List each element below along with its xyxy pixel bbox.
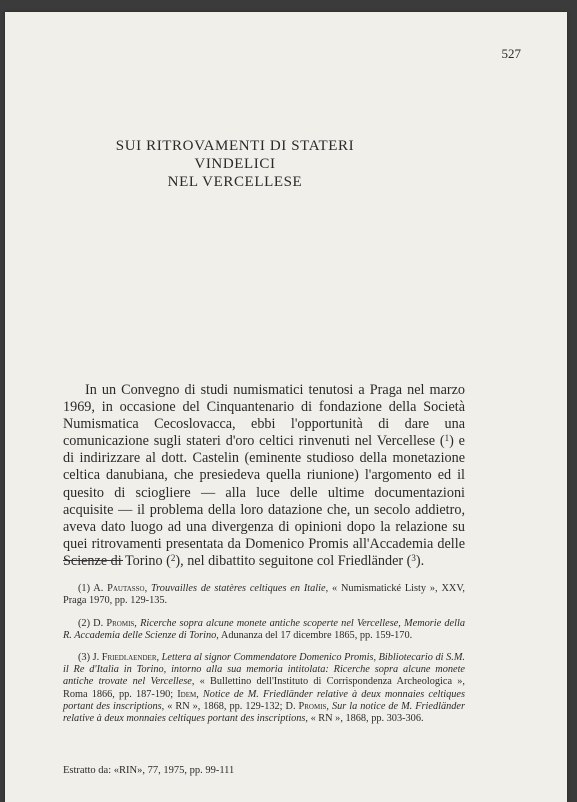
footnote-ref-3: 3 [411, 552, 416, 563]
footnote-2-sep: , [134, 617, 141, 629]
footnote-3-work-2: Notice de M. Friedländer relative à deux monnaies celtiques portant des inscriptions [63, 688, 465, 712]
extract-note: Estratto da: «RIN», 77, 1975, pp. 99-111 [63, 765, 235, 776]
title-line-2: NEL VERCELLESE [167, 174, 303, 190]
footnote-3-mid-2: , « RN », 1868, pp. 129-132; D. [161, 700, 299, 712]
body-text-2: ) e di indirizzare al dott. Castelin (eminente studioso della monetazione celtica danubiana, che presiedeva quella riunione) l'argomento ed il quesito di sciogliere — alla luce delle ultime documentazioni acquisite — il problema della loro datazione che, un secolo addietro, aveva dato luogo ad una divergenza di opinioni dopo la relazione su quei ritrovamenti presentata da Domenico Promis all'Accademia delle Scienze di Torino ( [63, 433, 465, 569]
footnote-3-sep-3: , [326, 700, 332, 712]
footnote-1-rest: , « Numismatické Listy », XXV, Praga 1970, pp. 129-135. [63, 583, 466, 607]
article-title [95, 137, 375, 191]
document-page [5, 12, 567, 802]
footnote-ref-2: 2 [170, 552, 176, 563]
footnote-divider [63, 560, 123, 561]
footnote-2 [63, 618, 465, 642]
footnote-2-number: (2) D. [78, 617, 107, 629]
footnote-3-number: (3) J. [78, 652, 102, 664]
footnote-3 [63, 652, 465, 725]
body-text-4: ). [415, 552, 425, 569]
body-paragraph [63, 382, 465, 570]
footnote-1-number: (1) A. [78, 583, 108, 595]
footnote-3-idem: Idem [177, 688, 197, 700]
footnote-3-sep-1: , [156, 652, 162, 664]
footnote-3-sep-2: , [196, 688, 203, 700]
footnote-2-work: Ricerche sopra alcune monete antiche scoperte nel Vercellese, Memorie della R. Accademia delle Scienze di Torino [63, 617, 465, 641]
footnote-1-author: Pautasso [107, 583, 145, 595]
footnote-2-rest: , Adunanza del 17 dicembre 1865, pp. 159-170. [216, 629, 413, 641]
footnote-2-author: Promis [106, 617, 135, 629]
footnote-3-work-1: Lettera al signor Commendatore Domenico Promis, Bibliotecario di S.M. il Re d'Italia in Torino, intorno alla sua memoria intitolata: Ricerche sopra alcune monete antiche trovate nel Vercellese [63, 652, 465, 688]
footnote-3-mid-1: , « Bullettino dell'Instituto di Corrispondenza Archeologica », Roma 1866, pp. 187-190; [63, 676, 465, 700]
body-text-3: ), nel dibattito seguitone col Friedländer ( [175, 552, 412, 569]
page-number: 527 [501, 46, 521, 61]
footnote-1-work: Trouvailles de statères celtiques en Italie [151, 583, 326, 595]
footnote-1-sep: , [144, 583, 152, 595]
body-text-1: In un Convegno di studi numismatici tenutosi a Praga nel marzo 1969, in occasione del Cinquantenario di fondazione della Società Numismatica Cecoslovacca, ebbi l'opportunità di dare una comunicazione sugli stateri d'oro celtici rinvenuti nel Vercellese ( [63, 382, 465, 450]
title-line-1: SUI RITROVAMENTI DI STATERI VINDELICI [115, 138, 355, 172]
footnote-3-author-1: Friedlaender [101, 652, 157, 664]
footnote-ref-1: 1 [444, 433, 450, 444]
footnotes [63, 573, 465, 725]
footnote-3-author-2: Promis [298, 700, 327, 712]
footnote-1 [63, 583, 465, 607]
footnote-3-work-3: Sur la notice de M. Friedländer relative à deux monnaies celtiques portant des inscriptions [63, 700, 466, 724]
footnote-3-rest: , « RN », 1868, pp. 303-306. [305, 712, 424, 724]
